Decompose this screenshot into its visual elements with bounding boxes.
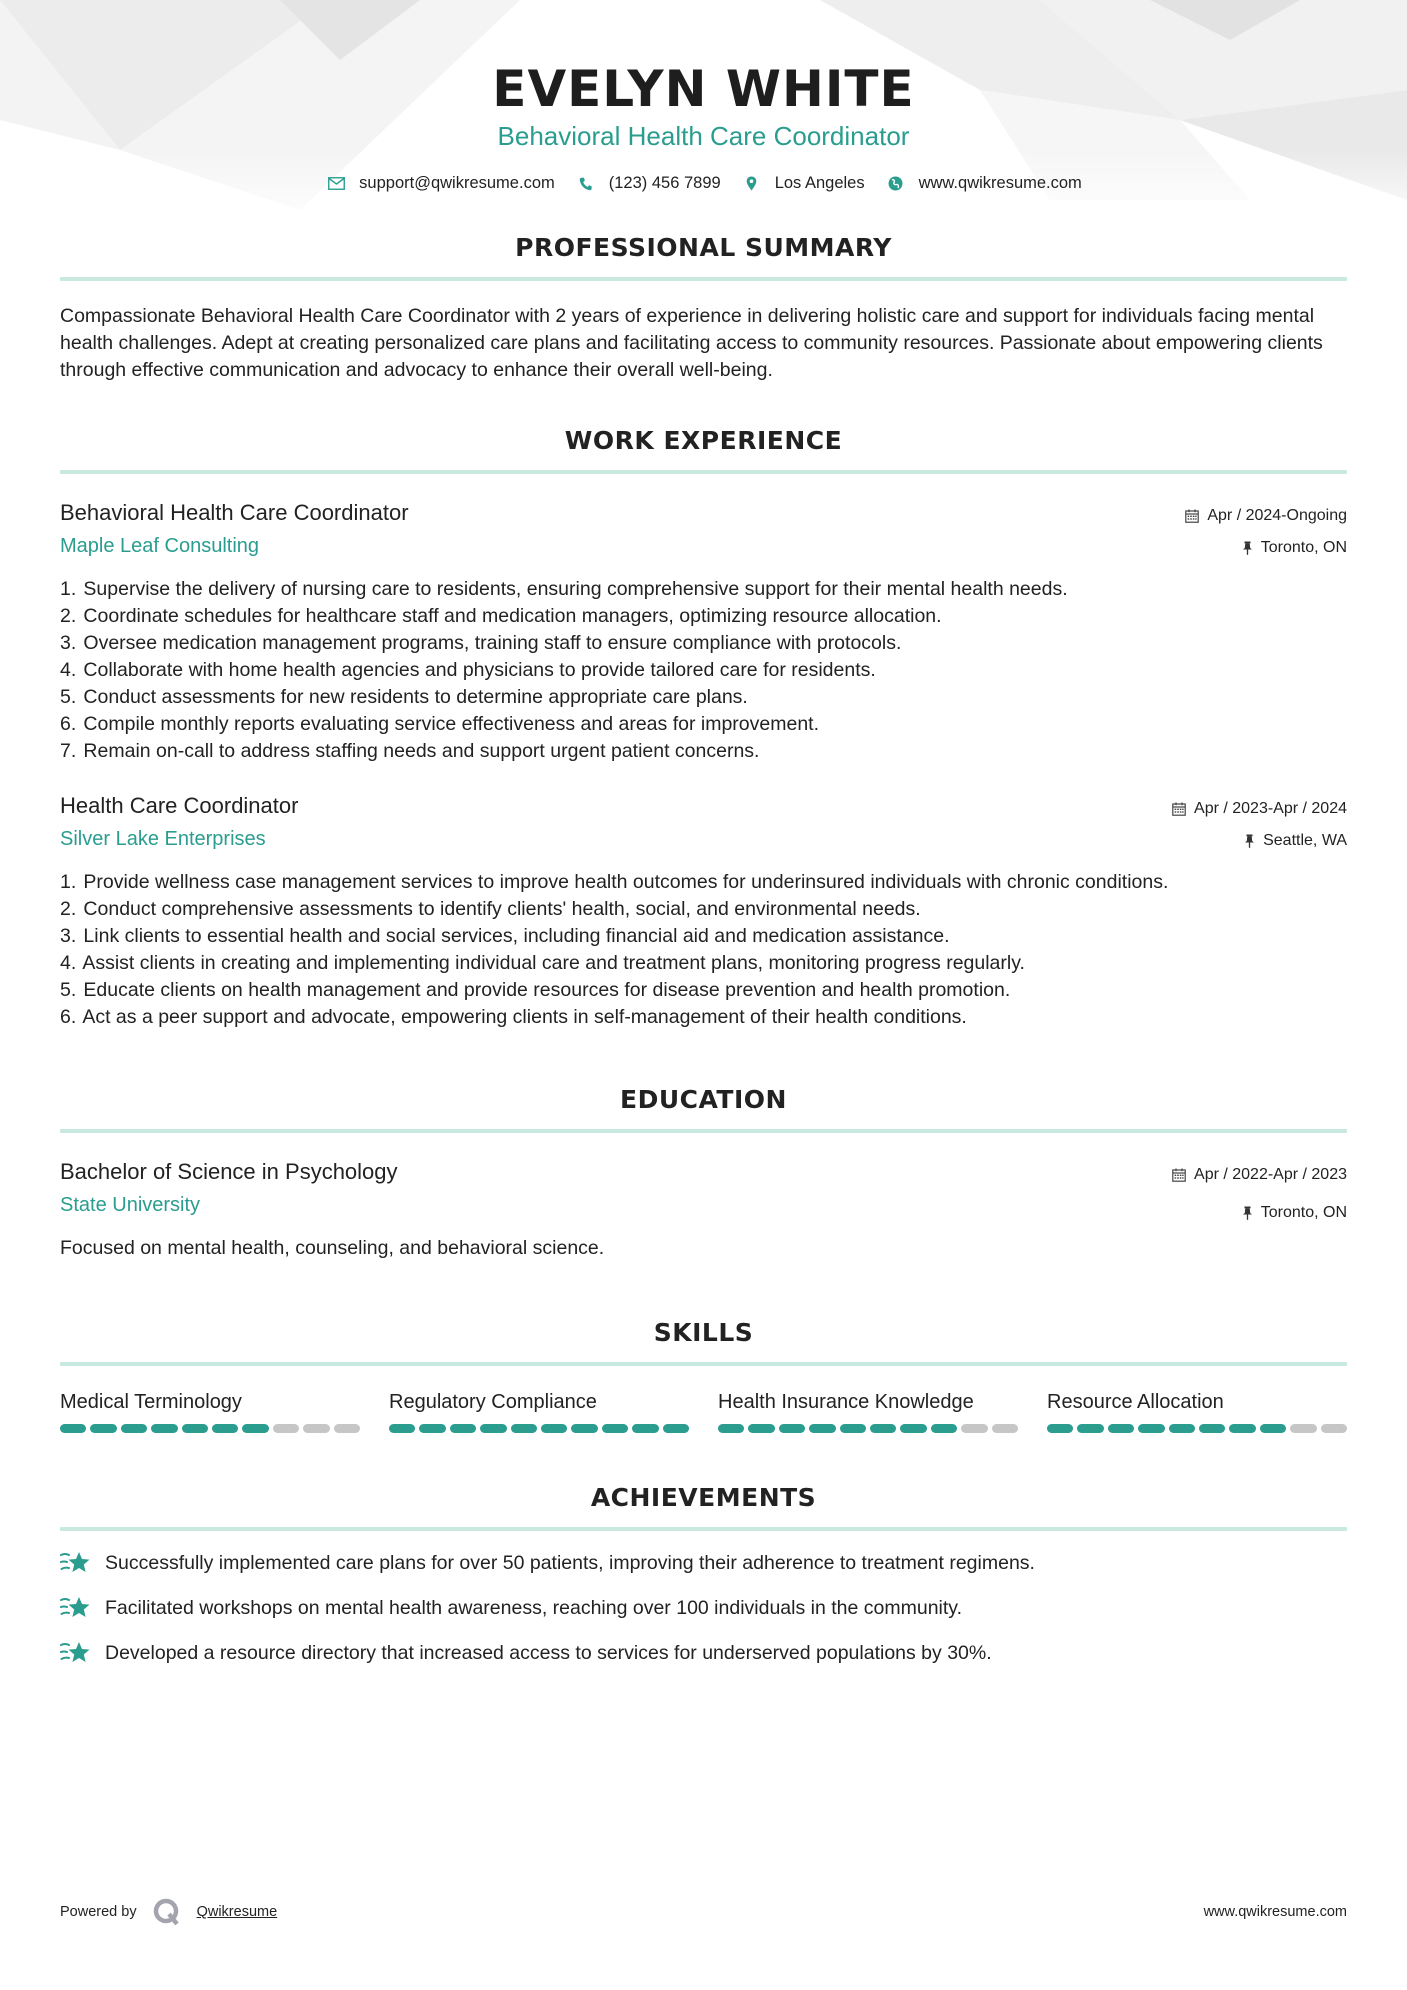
skill-segment-filled xyxy=(748,1424,774,1433)
contact-location xyxy=(741,174,865,193)
section-title-summary: PROFESSIONAL SUMMARY xyxy=(515,233,892,262)
shooting-star-icon xyxy=(60,1549,92,1577)
job-info xyxy=(60,791,298,853)
job-bullet: 1. Provide wellness case management services to improve health outcomes for underinsured individuals with chronic conditions. xyxy=(60,871,1169,893)
job-bullet: 7. Remain on-call to address staffing needs and support urgent patient concerns. xyxy=(60,740,760,762)
skill-segment-filled xyxy=(419,1424,445,1433)
section-divider xyxy=(60,277,1347,281)
achievement-item xyxy=(60,1549,1347,1577)
bullet-text: Act as a peer support and advocate, empowering clients in self-management of their health conditions. xyxy=(82,1006,967,1028)
skill-segment-empty xyxy=(1321,1424,1347,1433)
powered-by xyxy=(60,1898,277,1926)
job-entry xyxy=(60,498,1347,765)
skill-segment-empty xyxy=(273,1424,299,1433)
candidate-title: Behavioral Health Care Coordinator xyxy=(497,121,910,151)
education-meta xyxy=(1172,1157,1347,1225)
skill-segment-filled xyxy=(121,1424,147,1433)
job-location-text: Toronto, ON xyxy=(1260,539,1347,556)
skill-segment-filled xyxy=(450,1424,476,1433)
experience-section xyxy=(60,426,1347,1031)
job-dates xyxy=(1172,797,1347,821)
skill-segment-filled xyxy=(1229,1424,1255,1433)
education-description: Focused on mental health, counseling, and behavioral science. xyxy=(60,1237,605,1259)
contact-website[interactable] xyxy=(885,174,1082,193)
job-bullet: 2. Coordinate schedules for healthcare staff and medication managers, optimizing resource allocation. xyxy=(60,605,942,627)
skill-rating-bar xyxy=(718,1424,1018,1433)
skill-segment-filled xyxy=(602,1424,628,1433)
contact-email[interactable] xyxy=(325,174,555,193)
skill-segment-filled xyxy=(1169,1424,1195,1433)
footer-website[interactable]: www.qwikresume.com xyxy=(1203,1904,1347,1920)
achievement-item xyxy=(60,1639,1347,1667)
skill-segment-filled xyxy=(1260,1424,1286,1433)
calendar-icon xyxy=(1172,1168,1186,1182)
envelope-icon xyxy=(325,175,347,193)
job-company: Silver Lake Enterprises xyxy=(60,828,266,850)
job-bullet: 2. Conduct comprehensive assessments to identify clients' health, social, and environmental needs. xyxy=(60,898,921,920)
skill-segment-filled xyxy=(480,1424,506,1433)
job-bullet: 6. Compile monthly reports evaluating service effectiveness and areas for improvement. xyxy=(60,713,819,735)
education-location xyxy=(1172,1201,1347,1225)
powered-by-label: Powered by xyxy=(60,1904,137,1920)
job-entry xyxy=(60,791,1347,1031)
bullet-text: Assist clients in creating and implementing individual care and treatment plans, monitoring progress regularly. xyxy=(82,952,1025,974)
calendar-icon xyxy=(1172,802,1186,816)
job-dates-text: Apr / 2023-Apr / 2024 xyxy=(1194,800,1347,817)
skill-name: Health Insurance Knowledge xyxy=(718,1391,974,1413)
calendar-icon xyxy=(1185,509,1199,523)
skill-name: Medical Terminology xyxy=(60,1391,242,1413)
skill-segment-filled xyxy=(182,1424,208,1433)
achievement-text: Facilitated workshops on mental health awareness, reaching over 100 individuals in the community. xyxy=(105,1596,963,1619)
skill-segment-filled xyxy=(632,1424,658,1433)
pushpin-icon xyxy=(1242,541,1253,555)
bullet-text: Remain on-call to address staffing needs and support urgent patient concerns. xyxy=(83,740,760,762)
bullet-text: Conduct comprehensive assessments to identify clients' health, social, and environmental needs. xyxy=(83,898,921,920)
achievement-text: Developed a resource directory that increased access to services for underserved populations by 30%. xyxy=(105,1641,992,1664)
globe-icon xyxy=(885,175,907,193)
bullet-text: Educate clients on health management and provide resources for disease prevention and health promotion. xyxy=(83,979,1011,1001)
job-dates-text: Apr / 2024-Ongoing xyxy=(1207,507,1347,524)
skill-segment-empty xyxy=(961,1424,987,1433)
job-header xyxy=(60,791,1347,853)
skill-item xyxy=(60,1388,360,1433)
job-meta xyxy=(1185,498,1347,560)
education-info xyxy=(60,1157,398,1219)
degree-title: Bachelor of Science in Psychology xyxy=(60,1159,398,1184)
section-title-experience: WORK EXPERIENCE xyxy=(564,426,843,455)
achievements-list xyxy=(60,1549,1347,1667)
job-bullet: 4. Collaborate with home health agencies and physicians to provide tailored care for residents. xyxy=(60,659,876,681)
skill-segment-filled xyxy=(809,1424,835,1433)
skill-segment-filled xyxy=(90,1424,116,1433)
skill-segment-filled xyxy=(541,1424,567,1433)
skill-segment-filled xyxy=(1108,1424,1134,1433)
contact-phone[interactable] xyxy=(575,174,721,193)
skill-segment-filled xyxy=(1077,1424,1103,1433)
achievement-text: Successfully implemented care plans for over 50 patients, improving their adherence to treatment regimens. xyxy=(105,1551,1035,1574)
skill-segment-filled xyxy=(389,1424,415,1433)
skill-segment-filled xyxy=(900,1424,926,1433)
school-name: State University xyxy=(60,1194,201,1216)
contact-phone-text: (123) 456 7899 xyxy=(608,174,721,192)
bullet-text: Coordinate schedules for healthcare staff and medication managers, optimizing resource allocation. xyxy=(83,605,942,627)
bullet-text: Link clients to essential health and social services, including financial aid and medication assistance. xyxy=(83,925,950,947)
job-location xyxy=(1172,829,1347,853)
job-bullet-list xyxy=(60,869,1347,1031)
section-divider xyxy=(60,1129,1347,1133)
job-header xyxy=(60,498,1347,560)
skill-segment-empty xyxy=(303,1424,329,1433)
pushpin-icon xyxy=(1242,1206,1253,1220)
summary-section xyxy=(60,233,1347,384)
bullet-text: Provide wellness case management services to improve health outcomes for underinsured individuals with chronic conditions. xyxy=(83,871,1169,893)
skill-segment-empty xyxy=(992,1424,1018,1433)
skill-segment-empty xyxy=(1290,1424,1316,1433)
skill-segment-filled xyxy=(1199,1424,1225,1433)
job-bullet: 4. Assist clients in creating and implementing individual care and treatment plans, monitoring progress regularly. xyxy=(60,952,1025,974)
candidate-name: EVELYN WHITE xyxy=(492,60,915,118)
skill-segment-filled xyxy=(931,1424,957,1433)
bullet-text: Supervise the delivery of nursing care to residents, ensuring comprehensive support for their mental health needs. xyxy=(83,578,1068,600)
skill-segment-filled xyxy=(242,1424,268,1433)
achievement-item xyxy=(60,1594,1347,1622)
skill-segment-filled xyxy=(511,1424,537,1433)
skill-segment-filled xyxy=(1047,1424,1073,1433)
shooting-star-icon xyxy=(60,1639,92,1667)
education-dates xyxy=(1172,1163,1347,1187)
skill-segment-filled xyxy=(60,1424,86,1433)
skill-segment-filled xyxy=(663,1424,689,1433)
skill-name: Resource Allocation xyxy=(1047,1391,1224,1413)
skill-segment-filled xyxy=(1138,1424,1164,1433)
section-title-skills: SKILLS xyxy=(653,1318,754,1347)
skill-segment-filled xyxy=(151,1424,177,1433)
education-location-text: Toronto, ON xyxy=(1260,1204,1347,1221)
job-bullet: 5. Educate clients on health management and provide resources for disease prevention and health promotion. xyxy=(60,979,1011,1001)
section-divider xyxy=(60,1362,1347,1366)
job-bullet: 6. Act as a peer support and advocate, empowering clients in self-management of their health conditions. xyxy=(60,1006,967,1028)
contact-website-text: www.qwikresume.com xyxy=(918,174,1082,192)
job-dates xyxy=(1185,504,1347,528)
job-location-text: Seattle, WA xyxy=(1263,832,1347,849)
skill-item xyxy=(718,1388,1018,1433)
education-dates-text: Apr / 2022-Apr / 2023 xyxy=(1194,1166,1347,1183)
job-bullet: 5. Conduct assessments for new residents to determine appropriate care plans. xyxy=(60,686,748,708)
skill-rating-bar xyxy=(389,1424,689,1433)
bullet-text: Conduct assessments for new residents to determine appropriate care plans. xyxy=(83,686,748,708)
skill-segment-filled xyxy=(718,1424,744,1433)
contact-location-text: Los Angeles xyxy=(774,174,865,192)
contact-email-text: support@qwikresume.com xyxy=(359,174,555,192)
summary-text: Compassionate Behavioral Health Care Coordinator with 2 years of experience in delivering holistic care and support for individuals facing mental health challenges. Adept at creating personalized care plans and facilitating access to community resources. Passionate about empowering clients through effective communication and advocacy to enhance their overall well-being. xyxy=(60,305,1323,381)
phone-icon xyxy=(575,175,597,193)
resume-header xyxy=(60,0,1347,193)
page-footer xyxy=(60,1898,1347,1926)
skill-item xyxy=(389,1388,689,1433)
skills-section xyxy=(60,1318,1347,1433)
achievements-section xyxy=(60,1483,1347,1667)
skills-grid xyxy=(60,1388,1347,1433)
section-divider xyxy=(60,1527,1347,1531)
skill-rating-bar xyxy=(60,1424,360,1433)
job-bullet: 1. Supervise the delivery of nursing care to residents, ensuring comprehensive support for their mental health needs. xyxy=(60,578,1068,600)
job-bullet: 3. Oversee medication management programs, training staff to ensure compliance with protocols. xyxy=(60,632,902,654)
education-section xyxy=(60,1085,1347,1262)
skill-segment-filled xyxy=(779,1424,805,1433)
job-meta xyxy=(1172,791,1347,853)
job-company: Maple Leaf Consulting xyxy=(60,535,260,557)
section-title-achievements: ACHIEVEMENTS xyxy=(590,1483,817,1512)
qwikresume-logo-icon xyxy=(153,1898,183,1926)
map-pin-icon xyxy=(741,175,763,193)
job-location xyxy=(1185,536,1347,560)
bullet-text: Compile monthly reports evaluating service effectiveness and areas for improvement. xyxy=(83,713,819,735)
job-title: Behavioral Health Care Coordinator xyxy=(60,500,409,525)
bullet-text: Oversee medication management programs, training staff to ensure compliance with protocols. xyxy=(83,632,902,654)
skill-segment-filled xyxy=(870,1424,896,1433)
education-header xyxy=(60,1157,1347,1225)
section-title-education: EDUCATION xyxy=(620,1085,787,1114)
shooting-star-icon xyxy=(60,1594,92,1622)
skill-item xyxy=(1047,1388,1347,1433)
skill-segment-empty xyxy=(334,1424,360,1433)
job-title: Health Care Coordinator xyxy=(60,793,299,818)
qwikresume-link[interactable]: Qwikresume xyxy=(196,1904,278,1920)
section-divider xyxy=(60,470,1347,474)
skill-segment-filled xyxy=(571,1424,597,1433)
education-entry xyxy=(60,1157,1347,1262)
job-bullet-list xyxy=(60,576,1347,765)
job-info xyxy=(60,498,409,560)
skill-rating-bar xyxy=(1047,1424,1347,1433)
skill-segment-filled xyxy=(840,1424,866,1433)
skill-name: Regulatory Compliance xyxy=(389,1391,597,1413)
contact-bar xyxy=(60,174,1347,193)
pushpin-icon xyxy=(1244,834,1255,848)
bullet-text: Collaborate with home health agencies and physicians to provide tailored care for residents. xyxy=(83,659,876,681)
job-bullet: 3. Link clients to essential health and social services, including financial aid and medication assistance. xyxy=(60,925,950,947)
skill-segment-filled xyxy=(212,1424,238,1433)
